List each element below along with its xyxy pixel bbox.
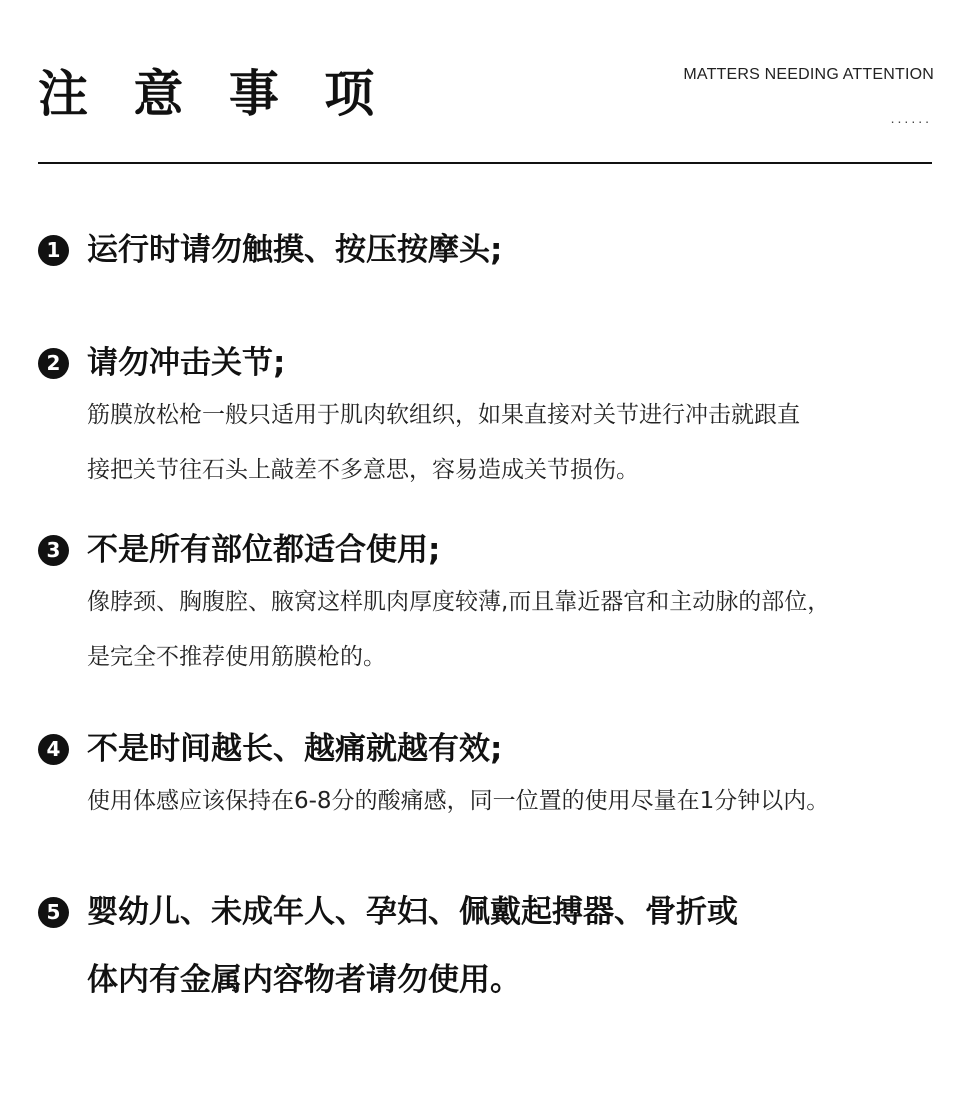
item-2-body-line-2: 接把关节往石头上敲差不多意思，容易造成关节损伤。 [87, 457, 639, 483]
item-5-number-badge: 5 [38, 897, 69, 928]
item-5-title: 婴幼儿、未成年人、孕妇、佩戴起搏器、骨折或 [87, 894, 738, 930]
item-3-heading [38, 530, 440, 570]
item-5-title-line-2: 体内有金属内容物者请勿使用。 [87, 962, 521, 998]
item-3-body [87, 575, 937, 685]
header-subtitle: MATTERS NEEDING ATTENTION [683, 66, 934, 83]
item-2-heading [38, 343, 285, 383]
item-4-number-badge: 4 [38, 734, 69, 765]
header-dots: ...... [890, 110, 932, 126]
item-2-number-badge: 2 [38, 348, 69, 379]
item-3-title: 不是所有部位都适合使用; [87, 532, 441, 568]
item-2-body [87, 388, 937, 498]
item-5-heading [38, 892, 738, 932]
header-title: 注 意 事 项 [38, 65, 389, 123]
item-3-body-line-2: 是完全不推荐使用筋膜枪的。 [87, 644, 386, 670]
item-4-body [87, 774, 937, 829]
item-1-title: 运行时请勿触摸、按压按摩头; [87, 232, 503, 268]
item-2-title: 请勿冲击关节; [87, 345, 286, 381]
item-3-body-line-1: 像脖颈、胸腹腔、腋窝这样肌肉厚度较薄,而且靠近器官和主动脉的部位， [87, 589, 831, 615]
item-1-number-badge: 1 [38, 235, 69, 266]
item-2-body-line-1: 筋膜放松枪一般只适用于肌肉软组织，如果直接对关节进行冲击就跟直 [87, 402, 800, 428]
item-4-title: 不是时间越长、越痛就越有效; [87, 731, 503, 767]
item-4-heading [38, 729, 502, 769]
header-divider [38, 162, 932, 164]
item-3-number-badge: 3 [38, 535, 69, 566]
item-4-body-line-1: 使用体感应该保持在6-8分的酸痛感，同一位置的使用尽量在1分钟以内。 [87, 788, 830, 814]
item-1-heading [38, 230, 502, 270]
